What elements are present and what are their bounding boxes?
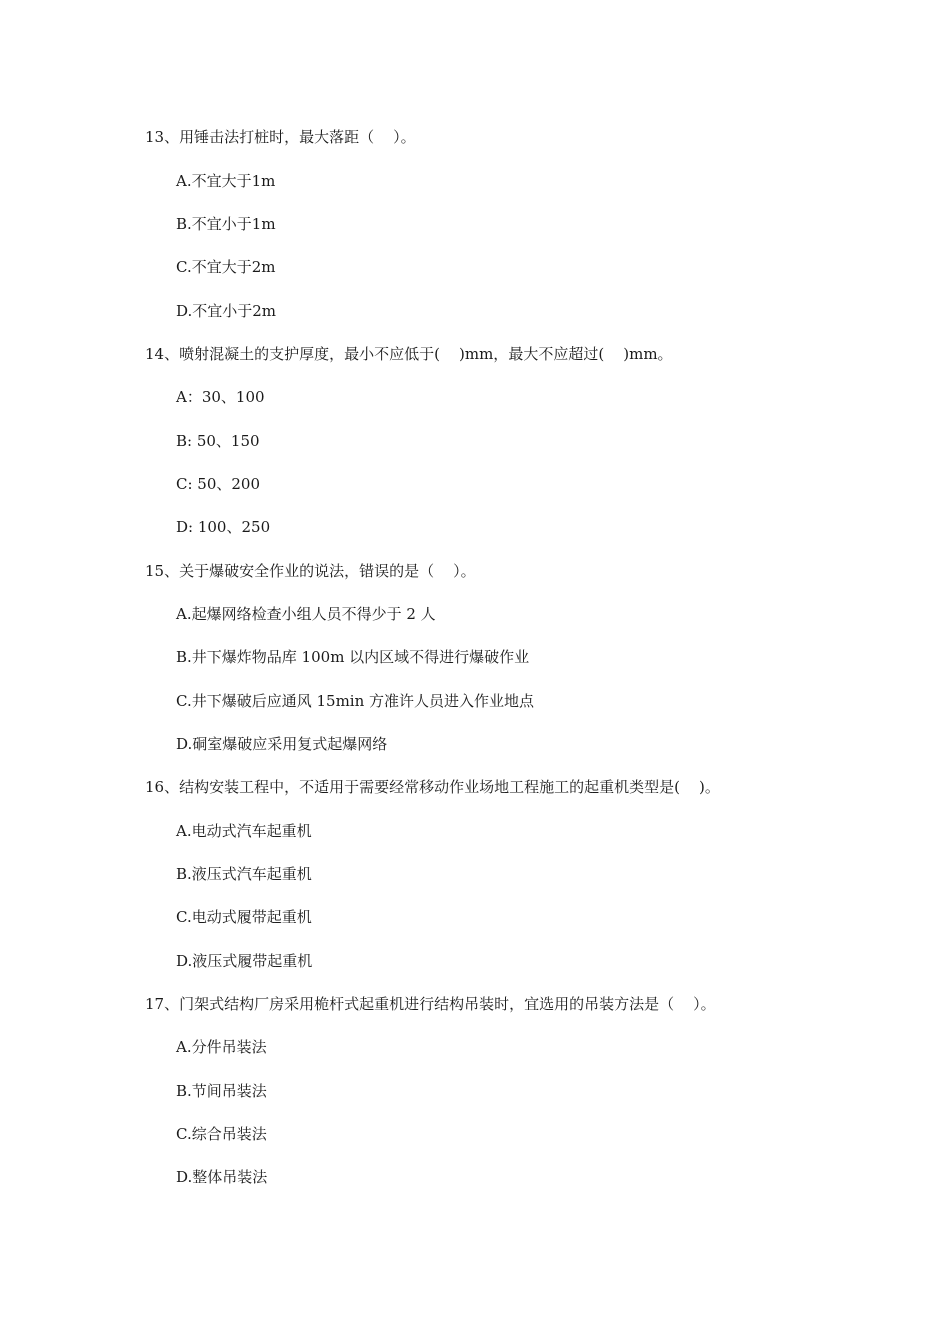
question-15-option-a: A.起爆网络检查小组人员不得少于 2 人 — [176, 605, 436, 623]
question-16-option-a: A.电动式汽车起重机 — [176, 822, 312, 840]
question-16-option-b: B.液压式汽车起重机 — [176, 865, 312, 883]
question-14-option-d: D: 100、250 — [176, 518, 271, 536]
question-16-option-d: D.液压式履带起重机 — [176, 952, 313, 970]
question-13-option-c: C.不宜大于2m — [176, 258, 276, 276]
question-15-option-b: B.井下爆炸物品库 100m 以内区域不得进行爆破作业 — [176, 648, 530, 666]
question-17-option-a: A.分件吊装法 — [176, 1038, 267, 1056]
question-13-option-d: D.不宜小于2m — [176, 302, 277, 320]
question-13-option-a: A.不宜大于1m — [176, 172, 276, 190]
question-13-stem: 13、用锤击法打桩时，最大落距（ ）。 — [145, 128, 416, 146]
question-15-stem: 15、关于爆破安全作业的说法，错误的是（ ）。 — [145, 562, 476, 580]
question-14-option-a: A：30、100 — [176, 388, 265, 406]
question-14-stem: 14、喷射混凝土的支护厚度，最小不应低于( )mm，最大不应超过( )mm。 — [145, 345, 673, 363]
question-15-option-c: C.井下爆破后应通风 15min 方准许人员进入作业地点 — [176, 692, 535, 710]
question-14-option-b: B: 50、150 — [176, 432, 260, 450]
question-16-option-c: C.电动式履带起重机 — [176, 908, 312, 926]
question-17-option-b: B.节间吊装法 — [176, 1082, 267, 1100]
question-17-option-c: C.综合吊装法 — [176, 1125, 267, 1143]
question-13-option-b: B.不宜小于1m — [176, 215, 276, 233]
question-17-stem: 17、门架式结构厂房采用桅杆式起重机进行结构吊装时，宜选用的吊装方法是（ ）。 — [145, 995, 716, 1013]
question-16-stem: 16、结构安装工程中，不适用于需要经常移动作业场地工程施工的起重机类型是( )。 — [145, 778, 720, 796]
question-15-option-d: D.硐室爆破应采用复式起爆网络 — [176, 735, 388, 753]
question-17-option-d: D.整体吊装法 — [176, 1168, 268, 1186]
question-14-option-c: C: 50、200 — [176, 475, 261, 493]
